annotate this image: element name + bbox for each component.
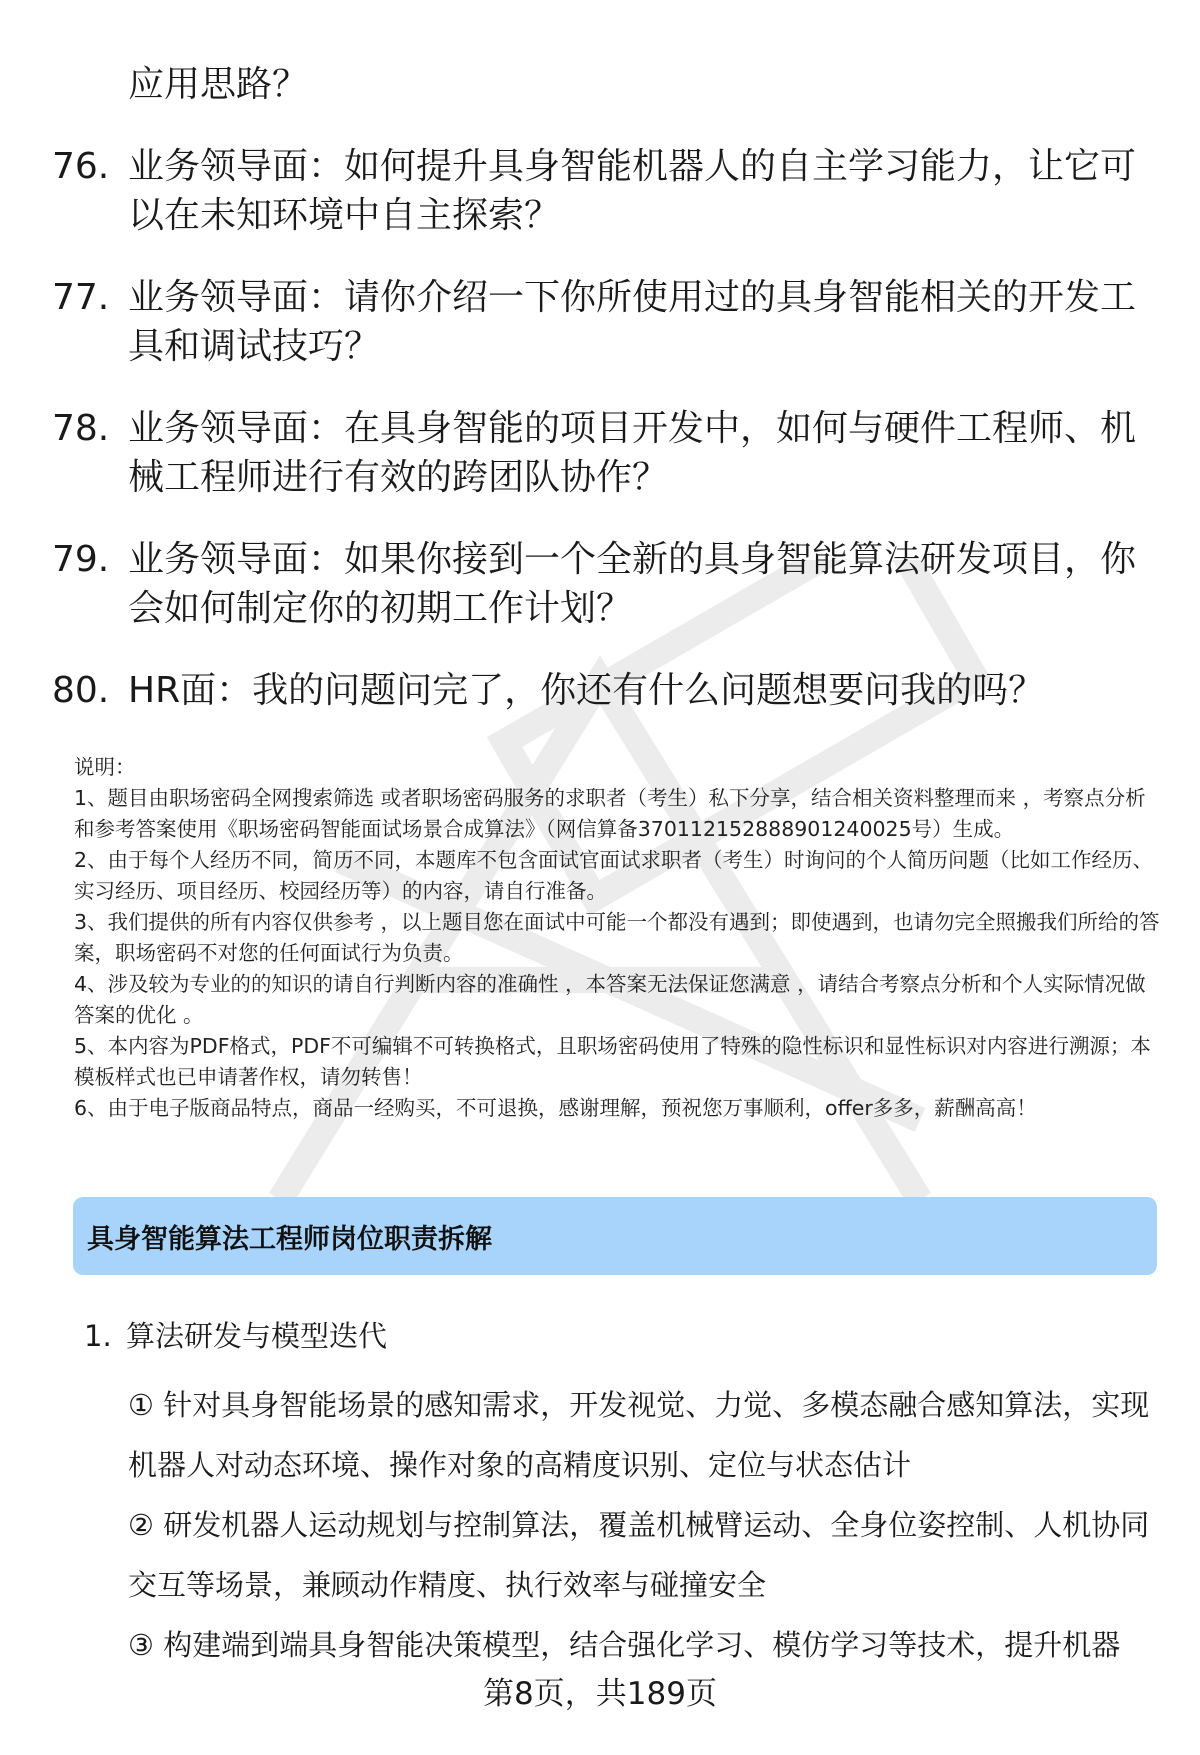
question-list — [52, 60, 1152, 748]
note-item: 2、由于每个人经历不同，简历不同，本题库不包含面试官面试求职者（考生）时询问的个人简历问题（比如工作经历、实习经历、项目经历、校园经历等）的内容，请自行准备。 — [74, 848, 1154, 903]
disclaimer-notes — [74, 752, 1164, 1124]
question-number: 76. — [52, 146, 110, 187]
notes-title: 说明： — [74, 755, 136, 779]
question-item — [52, 535, 1152, 633]
duty-item: ② 研发机器人运动规划与控制算法，覆盖机械臂运动、全身位姿控制、人机协同交互等场景，兼顾动作精度、执行效率与碰撞安全 — [128, 1508, 1150, 1602]
question-number: 77. — [52, 277, 110, 318]
section-title: 具身智能算法工程师岗位职责拆解 — [87, 1223, 492, 1255]
note-item: 3、我们提供的所有内容仅供参考 ，以上题目您在面试中可能一个都没有遇到；即使遇到，也请勿完全照搬我们所给的答案，职场密码不对您的任何面试行为负责。 — [74, 910, 1160, 965]
question-number: 80. — [52, 670, 110, 711]
question-continuation — [52, 60, 1152, 109]
note-item: 1、题目由职场密码全网搜索筛选 或者职场密码服务的求职者（考生）私下分享，结合相关资料整理而来 ，考察点分析和参考答案使用《职场密码智能面试场景合成算法》（网信算备370112152888901240025号）生成。 — [74, 786, 1146, 841]
question-number: 79. — [52, 539, 110, 580]
duty-item: ① 针对具身智能场景的感知需求，开发视觉、力觉、多模态融合感知算法，实现机器人对动态环境、操作对象的高精度识别、定位与状态估计 — [128, 1388, 1150, 1482]
duty-section — [84, 1315, 1164, 1675]
question-item — [52, 666, 1152, 715]
question-text: 业务领导面：如何提升具身智能机器人的自主学习能力，让它可以在未知环境中自主探索？ — [128, 146, 1137, 236]
question-text: 业务领导面：如果你接到一个全新的具身智能算法研发项目，你会如何制定你的初期工作计划？ — [128, 539, 1137, 629]
duty-item: ③ 构建端到端具身智能决策模型，结合强化学习、模仿学习等技术，提升机器 — [128, 1628, 1121, 1662]
question-text: HR面：我的问题问完了，你还有什么问题想要问我的吗？ — [128, 670, 1045, 711]
question-text: 业务领导面：请你介绍一下你所使用过的具身智能相关的开发工具和调试技巧？ — [128, 277, 1137, 367]
note-item: 4、涉及较为专业的的知识的请自行判断内容的准确性 ，本答案无法保证您满意 ，请结合考察点分析和个人实际情况做答案的优化 。 — [74, 972, 1146, 1027]
duty-heading — [84, 1315, 1164, 1357]
question-item — [52, 404, 1152, 502]
note-item: 5、本内容为PDF格式，PDF不可编辑不可转换格式，且职场密码使用了特殊的隐性标识和显性标识对内容进行溯源；本模板样式也已申请著作权，请勿转售！ — [74, 1034, 1151, 1089]
question-text: 业务领导面：在具身智能的项目开发中，如何与硬件工程师、机械工程师进行有效的跨团队协作？ — [128, 408, 1137, 498]
duty-item-list — [84, 1375, 1164, 1675]
section-banner — [73, 1197, 1157, 1275]
question-continuation-text: 应用思路？ — [128, 64, 309, 105]
question-number: 78. — [52, 408, 110, 449]
note-item: 6、由于电子版商品特点，商品一经购买，不可退换，感谢理解，预祝您万事顺利，offer多多，薪酬高高！ — [74, 1096, 1037, 1120]
page-footer: 第8页，共189页 — [483, 1676, 717, 1712]
duty-title: 算法研发与模型迭代 — [126, 1319, 388, 1353]
question-item — [52, 142, 1152, 240]
question-item — [52, 273, 1152, 371]
duty-number: 1. — [84, 1319, 112, 1353]
